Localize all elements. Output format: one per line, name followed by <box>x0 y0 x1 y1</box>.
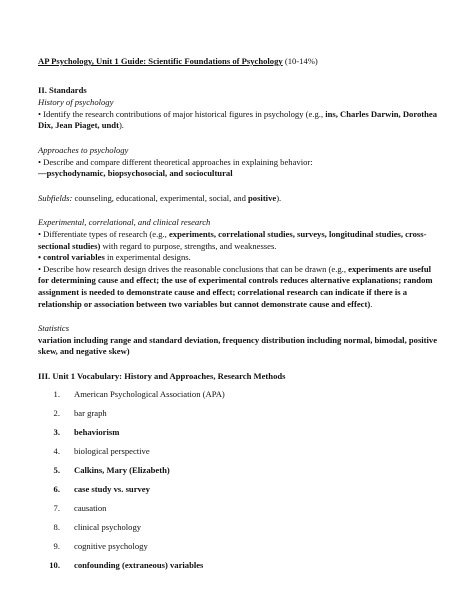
subfields-text: counseling, educational, experimental, social, and <box>72 192 249 203</box>
history-bullet-text: • Identify the research contributions of major historical figures in psychology (e.g., <box>38 108 326 119</box>
history-bullet-end: ). <box>118 120 124 131</box>
history-label: History of psychology <box>38 97 114 108</box>
list-item <box>46 484 438 503</box>
vocab-term: bar graph <box>74 408 107 419</box>
vocab-number: 10. <box>49 560 60 571</box>
list-item <box>46 389 438 408</box>
vocab-term: biological perspective <box>74 446 150 457</box>
research-bullet-2 <box>38 252 438 264</box>
research-b3-text: • Describe how research design drives the reasonable conclusions that can be drawn (e.g., <box>38 263 349 274</box>
vocab-term: Calkins, Mary (Elizabeth) <box>74 465 170 476</box>
research-label: Experimental, correlational, and clinical research <box>38 217 211 228</box>
research-bullet-1 <box>38 229 438 252</box>
vocab-term: American Psychological Association (APA) <box>74 389 225 400</box>
vocab-list <box>46 389 438 579</box>
approaches-label: Approaches to psychology <box>38 144 129 155</box>
research-b1-types: experiments, correlational studies, surveys, longitudinal studies, cross-sectional studies) <box>38 228 427 251</box>
history-bullet <box>38 109 438 132</box>
vocab-term: causation <box>74 503 107 514</box>
vocab-term: behaviorism <box>74 427 120 438</box>
research-b1-text: • Differentiate types of research (e.g., <box>38 228 169 239</box>
subfields-end: ). <box>276 192 282 203</box>
vocab-term: case study vs. survey <box>74 484 150 495</box>
vocab-term: cognitive psychology <box>74 541 148 552</box>
list-item <box>46 541 438 560</box>
list-item <box>46 446 438 465</box>
subfields-label: Subfields: <box>38 192 73 203</box>
statistics-text: variation including range and standard deviation, frequency distribution including normal, bimodal, positive skew, and negative skew) <box>38 334 438 357</box>
approaches-bullet: • Describe and compare different theoretical approaches in explaining behavior: <box>38 156 313 167</box>
research-b3-bold: experiments are useful for determining cause and effect; the use of experimental controls reduces alternative explanations; random assignment is needed to demonstrate cause and effect; correlational research can indicate if there is a relationship or association between two variables but cannot demonstrate cause and effect) <box>38 263 433 309</box>
vocab-number: 3. <box>53 427 60 438</box>
vocab-number: 1. <box>53 389 60 400</box>
list-item <box>46 560 438 579</box>
title-main: AP Psychology, Unit 1 Guide: Scientific Foundations of Psychology <box>38 56 283 66</box>
subfields-line <box>38 193 438 205</box>
vocab-number: 7. <box>53 503 60 514</box>
vocab-number: 2. <box>53 408 60 419</box>
standards-heading: II. Standards <box>38 84 87 95</box>
approaches-list: —psychodynamic, biopsychosocial, and sociocultural <box>38 168 233 179</box>
research-b3-end: . <box>370 298 373 309</box>
history-bullet-figures: ins, Charles Darwin, Dorothea Dix, Jean Piaget, undt <box>38 108 438 131</box>
statistics-label: Statistics <box>38 323 70 334</box>
vocab-number: 4. <box>53 446 60 457</box>
document-title <box>38 56 438 68</box>
list-item <box>46 465 438 484</box>
list-item <box>46 522 438 541</box>
subfields-bold: positive <box>248 192 277 203</box>
vocab-term: confounding (extraneous) variables <box>74 560 204 571</box>
research-b2-text: in experimental designs. <box>104 252 191 263</box>
vocab-number: 6. <box>53 484 60 495</box>
research-b2-bold: • control variables <box>38 252 105 263</box>
research-bullet-3 <box>38 264 438 310</box>
list-item <box>46 408 438 427</box>
research-b1-end: with regard to purpose, strengths, and weaknesses. <box>100 240 277 251</box>
list-item <box>46 503 438 522</box>
vocab-number: 9. <box>53 541 60 552</box>
vocab-number: 5. <box>53 465 60 476</box>
title-percent: (10-14%) <box>282 56 318 66</box>
vocab-term: clinical psychology <box>74 522 142 533</box>
vocab-heading: III. Unit 1 Vocabulary: History and Approaches, Research Methods <box>38 370 286 381</box>
list-item <box>46 427 438 446</box>
vocab-number: 8. <box>53 522 60 533</box>
